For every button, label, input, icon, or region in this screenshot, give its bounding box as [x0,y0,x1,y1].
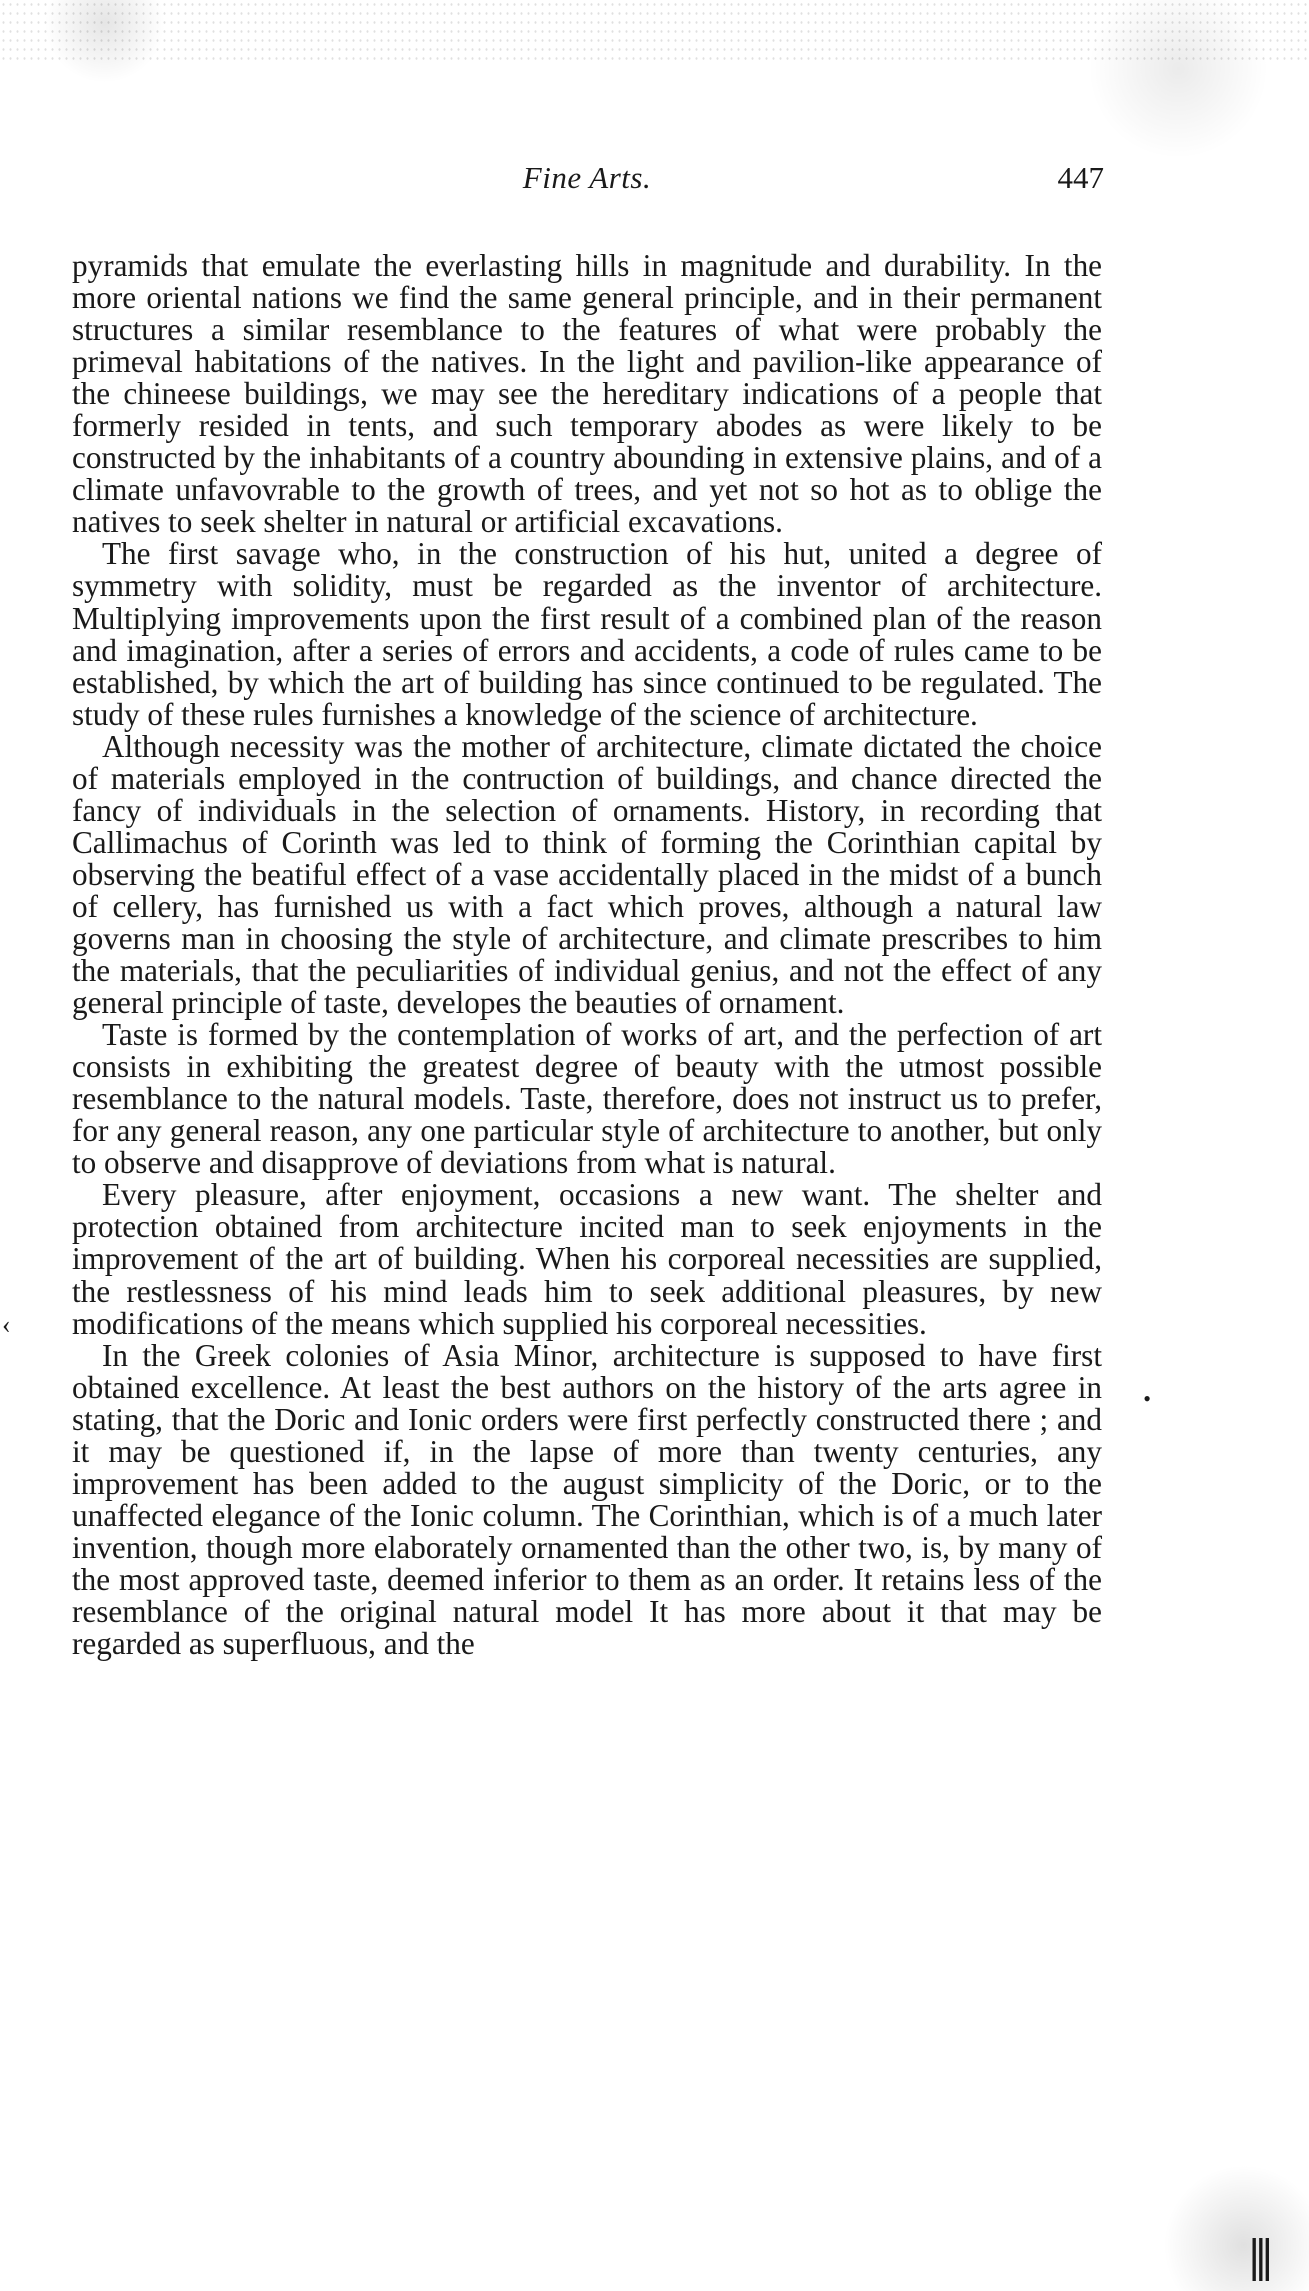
paragraph-4: Taste is formed by the contemplation of works of art, and the perfection of art consists in exhibiting the greatest degree of beauty with the utmost possible resemblance to the natural models. Taste, therefore, does not instruct us to prefer, for any general reason, any one particular style of architecture to another, but only to observe and disapprove of deviations from what is natural. [72,1017,1102,1181]
paragraph-1: pyramids that emulate the everlasting hills in magnitude and durability. In the more oriental nations we find the same general principle, and in their permanent structures a similar resemblance to the features of what were probably the primeval habitations of the natives. In the light and pavilion-like appearance of the chineese buildings, we may see the hereditary indications of a people that formerly resided in tents, and such temporary abodes as were likely to be constructed by the inhabitants of a country abounding in extensive plains, and of a climate unfavovrable to the growth of trees, and yet not so hot as to oblige the natives to seek shelter in natural or artificial excavations. [72,248,1102,540]
paragraph-3: Although necessity was the mother of architecture, climate dictated the choice of materials employed in the contruction of buildings, and chance directed the fancy of individuals in the selection of ornaments. History, in recording that Callimachus of Corinth was led to think of forming the Corinthian capital by observing the beatiful effect of a vase accidentally placed in the midst of a bunch of cellery, has furnished us with a fact which proves, although a natural law governs man in choosing the style of architecture, and climate prescribes to him the materials, that the peculiarities of individual genius, and not the effect of any general principle of taste, developes the beauties of ornament. [72,728,1102,1021]
body-text [72,250,1102,1660]
running-head: Fine Arts. [522,160,652,195]
paragraph-6: In the Greek colonies of Asia Minor, architecture is supposed to have first obtained excellence. At least the best authors on the history of the arts agree in stating, that the Doric and Ionic orders were first perfectly constructed there ; and it may be questioned if, in the lapse of more than twenty centuries, any improvement has been added to the august simplicity of the Doric, or to the unaffected elegance of the Ionic column. The Corinthian, which is of a much later invention, though more elaborately ornamented than the other two, is, by many of the most approved taste, deemed inferior to them as an order. It retains less of the resemblance of the original natural model It has more about it that may be regarded as superfluous, and the [72,1337,1102,1662]
margin-ink-mark: ‹ [2,1310,11,1339]
margin-ink-dot: • [1143,1386,1151,1411]
page-edge-speckle [0,0,1309,60]
paragraph-5: Every pleasure, after enjoyment, occasions a new want. The shelter and protection obtained from architecture incited man to seek enjoyments in the improvement of the art of building. When his corporeal necessities are supplied, the restlessness of his mind leads him to seek additional pleasures, by new modifications of the means which supplied his corporeal necessities. [72,1177,1102,1341]
page-header [72,160,1102,210]
paragraph-2: The first savage who, in the construction of his hut, united a degree of symmetry with solidity, must be regarded as the inventor of architecture. Multiplying improvements upon the first result of a combined plan of the reason and imagination, after a series of errors and accidents, a code of rules came to be established, by which the art of building has since continued to be regulated. The study of these rules furnishes a knowledge of the science of architecture. [72,536,1102,732]
page-number: 447 [1057,160,1104,195]
corner-handwritten-mark: ||| [1249,2229,1269,2282]
